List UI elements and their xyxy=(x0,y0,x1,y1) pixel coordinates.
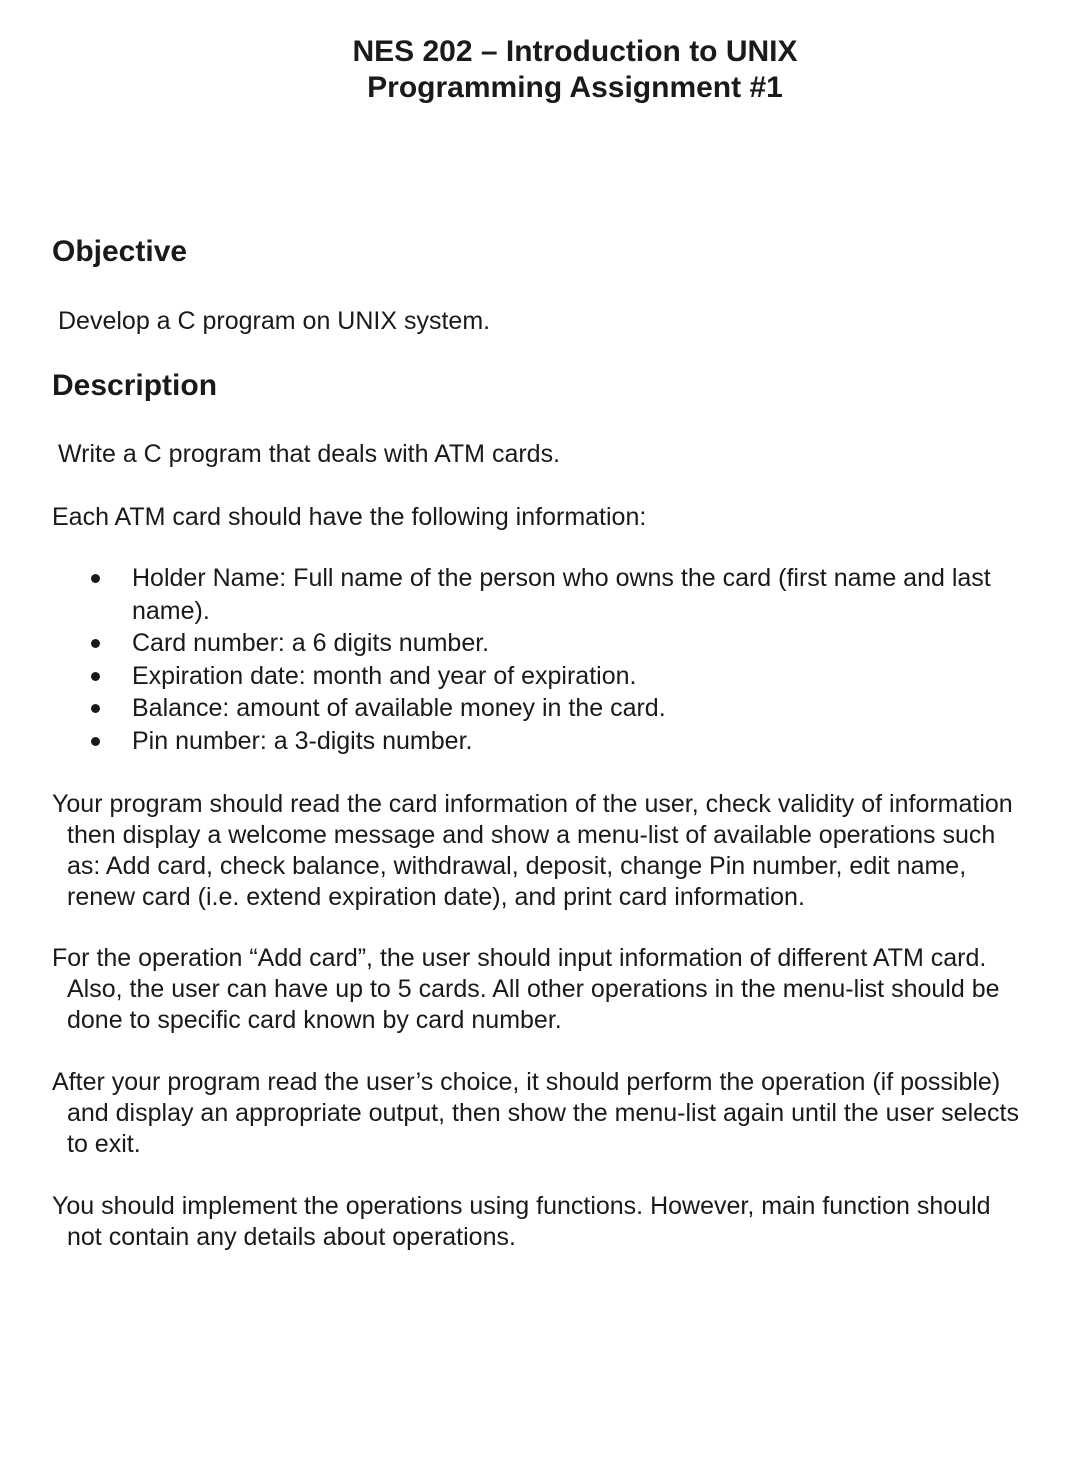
list-item-text: Balance: amount of available money in the card. xyxy=(132,694,666,722)
objective-heading: Objective xyxy=(52,235,188,268)
paragraph-line: as: Add card, check balance, withdrawal, deposit, change Pin number, edit name, xyxy=(67,852,967,880)
bullet-icon xyxy=(91,737,100,746)
paragraph-line: For the operation “Add card”, the user should input information of different ATM card. xyxy=(52,944,987,972)
bullet-icon xyxy=(91,574,100,583)
paragraph-line: then display a welcome message and show a menu-list of available operations such xyxy=(67,821,996,849)
bullet-icon xyxy=(91,639,100,648)
list-item-text-cont: name). xyxy=(132,596,210,625)
objective-text: Develop a C program on UNIX system. xyxy=(58,307,491,335)
list-item xyxy=(88,627,991,660)
paragraph-line: and display an appropriate output, then show the menu-list again until the user selects xyxy=(67,1099,1019,1127)
list-item-text: Holder Name: Full name of the person who owns the card (first name and last xyxy=(132,564,991,592)
document-title: NES 202 – Introduction to UNIX xyxy=(352,35,798,68)
list-item-text: Expiration date: month and year of expiration. xyxy=(132,661,637,690)
paragraph-line: to exit. xyxy=(67,1130,141,1158)
description-heading: Description xyxy=(52,369,218,402)
description-intro: Write a C program that deals with ATM cards. xyxy=(58,440,561,468)
document-subtitle: Programming Assignment #1 xyxy=(367,71,783,104)
paragraph-functions xyxy=(52,1191,991,1253)
bullet-icon xyxy=(91,704,100,713)
bullet-icon xyxy=(91,672,100,681)
paragraph-line: renew card (i.e. extend expiration date), and print card information. xyxy=(67,883,805,911)
paragraph-line: Your program should read the card information of the user, check validity of information xyxy=(52,790,1013,818)
paragraph-line: Also, the user can have up to 5 cards. All other operations in the menu-list should be xyxy=(67,975,1000,1003)
list-item-text: Pin number: a 3-digits number. xyxy=(132,726,473,755)
list-item xyxy=(88,562,991,627)
paragraph-line: done to specific card known by card number. xyxy=(67,1006,562,1034)
card-info-list xyxy=(88,562,991,757)
list-item xyxy=(88,692,991,725)
paragraph-line: After your program read the user’s choice, it should perform the operation (if possible) xyxy=(52,1068,1001,1096)
list-item xyxy=(88,660,991,693)
paragraph-add-card xyxy=(52,943,1000,1036)
list-item-text: Card number: a 6 digits number. xyxy=(132,629,490,657)
paragraph-line: not contain any details about operations. xyxy=(67,1223,516,1251)
list-item xyxy=(88,725,991,758)
paragraph-program-flow xyxy=(52,789,1013,913)
paragraph-user-choice xyxy=(52,1067,1019,1160)
description-lead: Each ATM card should have the following information: xyxy=(52,503,647,531)
paragraph-line: You should implement the operations using functions. However, main function should xyxy=(52,1192,991,1220)
